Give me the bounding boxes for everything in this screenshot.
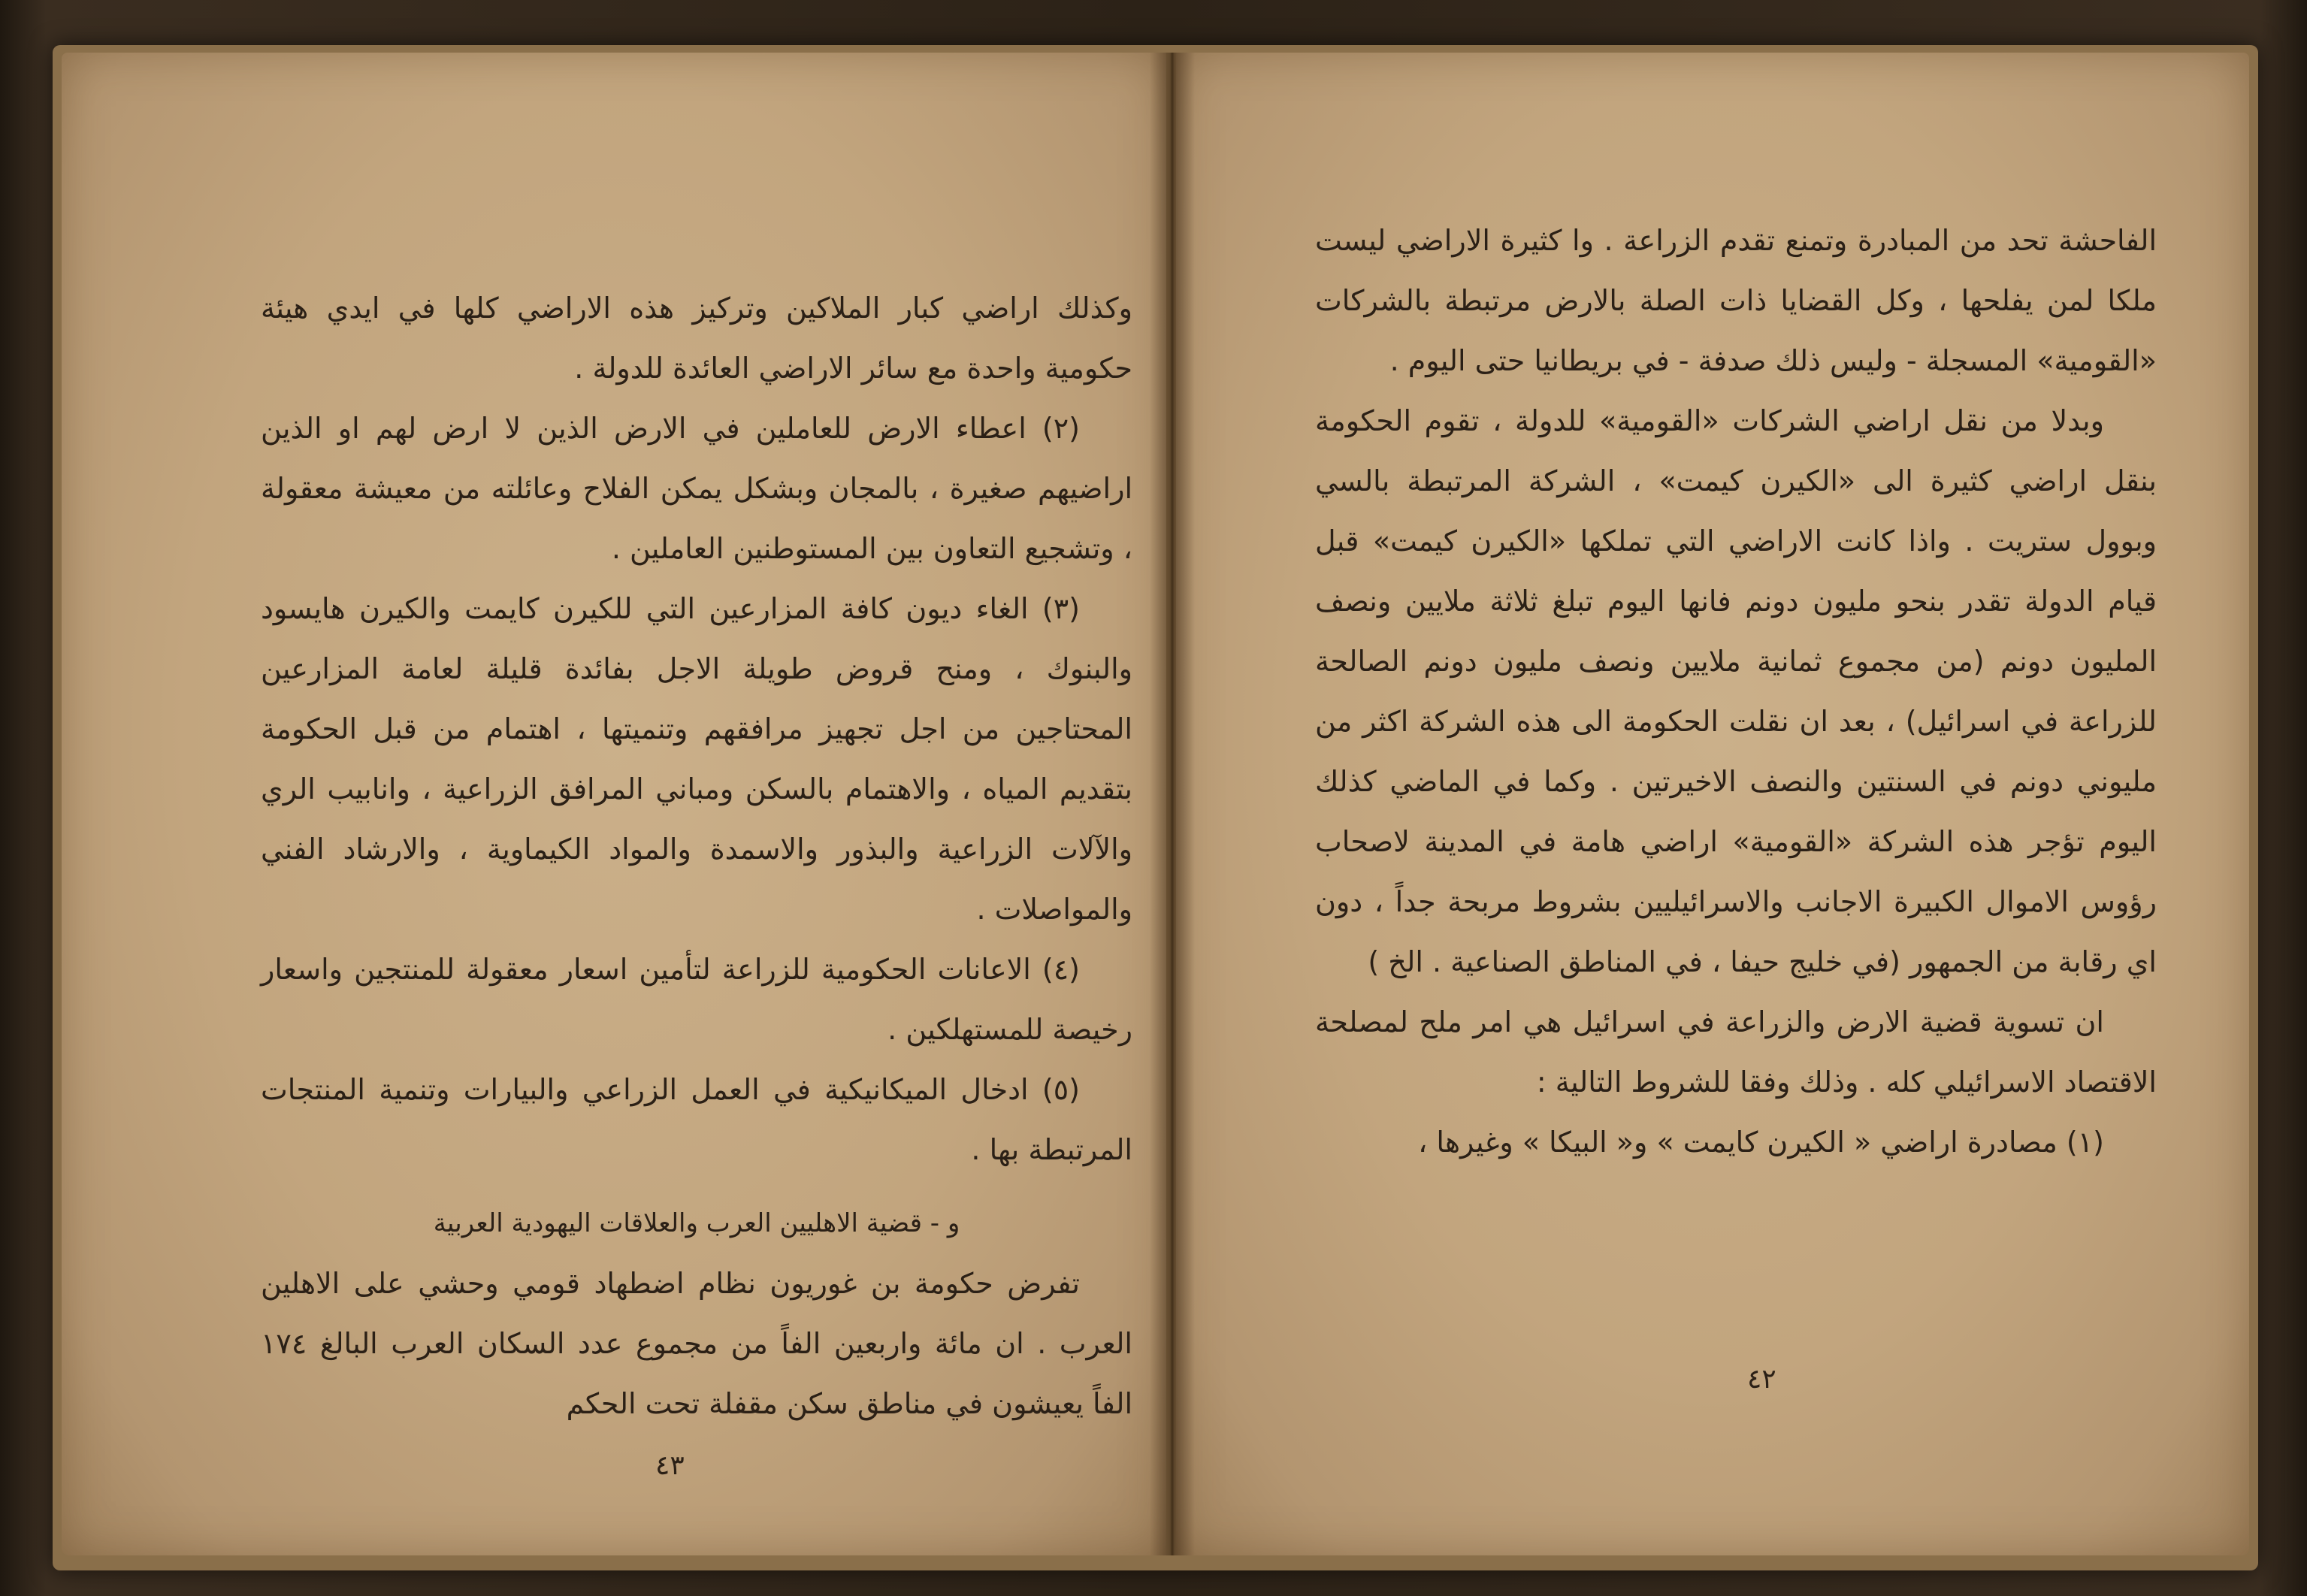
right-page-text [1315, 210, 2157, 1172]
paragraph: الفاحشة تحد من المبادرة وتمنع تقدم الزراعة . وا كثيرة الاراضي ليست ملكا لمن يفلحها ، وكل القضايا ذات الصلة بالارض مرتبطة بالشركات «القومية» المسجلة - وليس ذلك صدفة - في بريطانيا حتى اليوم . [1315, 224, 2157, 377]
page-number: ٤٢ [1747, 1364, 1776, 1395]
open-booklet [53, 45, 2258, 1570]
paragraph: (١) مصادرة اراضي « الكيرن كايمت » و« البيكا » وغيرها ، [1418, 1126, 2104, 1159]
paragraph: (٢) اعطاء الارض للعاملين في الارض الذين لا ارض لهم او الذين اراضيهم صغيرة ، بالمجان وبشكل يمكن الفلاح وعائلته من معيشة معقولة ، وتشجيع التعاون بين المستوطنين العاملين . [261, 412, 1132, 565]
paragraph: (٤) الاعانات الحكومية للزراعة لتأمين اسعار معقولة للمنتجين واسعار رخيصة للمستهلكين . [261, 953, 1132, 1046]
paragraph: (٣) الغاء ديون كافة المزارعين التي للكيرن كايمت والكيرن هايسود والبنوك ، ومنح قروض طويلة الاجل بفائدة قليلة لعامة المزارعين المحتاجين من اجل تجهيز مرافقهم وتنميتها ، اهتمام من قبل الحكومة بتقديم المياه ، والاهتمام بالسكن ومباني المرافق الزراعية ، وانابيب الري والآلات الزراعية والبذور والاسمدة والمواد الكيماوية ، والارشاد الفني والمواصلات . [261, 592, 1132, 926]
page-number: ٤٣ [655, 1450, 685, 1481]
book-gutter [1150, 53, 1195, 1555]
paragraph: وكذلك اراضي كبار الملاكين وتركيز هذه الاراضي كلها في ايدي هيئة حكومية واحدة مع سائر الاراضي العائدة للدولة . [261, 292, 1132, 385]
left-page [62, 53, 1166, 1555]
paragraph: (٥) ادخال الميكانيكية في العمل الزراعي والبيارات وتنمية المنتجات المرتبطة بها . [261, 1073, 1132, 1166]
left-page-text [261, 278, 1132, 1434]
paragraph: وبدلا من نقل اراضي الشركات «القومية» للدولة ، تقوم الحكومة بنقل اراضي كثيرة الى «الكيرن كيمت» ، الشركة المرتبطة بالسي وبوول ستريت . واذا كانت الاراضي التي تملكها «الكيرن كيمت» قبل قيام الدولة تقدر بنحو مليون دونم فانها اليوم تبلغ ثلاثة ملايين ونصف المليون دونم (من مجموع ثمانية ملايين ونصف مليون دونم الصالحة للزراعة في اسرائيل) ، بعد ان نقلت الحكومة الى هذه الشركة اكثر من مليوني دونم في السنتين والنصف الاخيرتين . وكما في الماضي كذلك اليوم تؤجر هذه الشركة «القومية» اراضي هامة في المدينة لاصحاب رؤوس الاموال الكبيرة الاجانب والاسرائيليين بشروط مربحة جداً ، دون اي رقابة من الجمهور (في خليج حيفا ، في المناطق الصناعية . الخ ) [1315, 404, 2157, 978]
section-heading: و - قضية الاهليين العرب والعلاقات اليهودية العربية [433, 1208, 960, 1238]
paragraph: تفرض حكومة بن غوريون نظام اضطهاد قومي وحشي على الاهلين العرب . ان مائة واربعين الفاً من مجموع عدد السكان العرب البالغ ١٧٤ الفاً يعيشون في مناطق سكن مقفلة تحت الحكم [261, 1267, 1132, 1420]
paragraph: ان تسوية قضية الارض والزراعة في اسرائيل هي امر ملح لمصلحة الاقتصاد الاسرائيلي كله . وذلك وفقا للشروط التالية : [1315, 1005, 2157, 1099]
right-page [1176, 53, 2249, 1555]
